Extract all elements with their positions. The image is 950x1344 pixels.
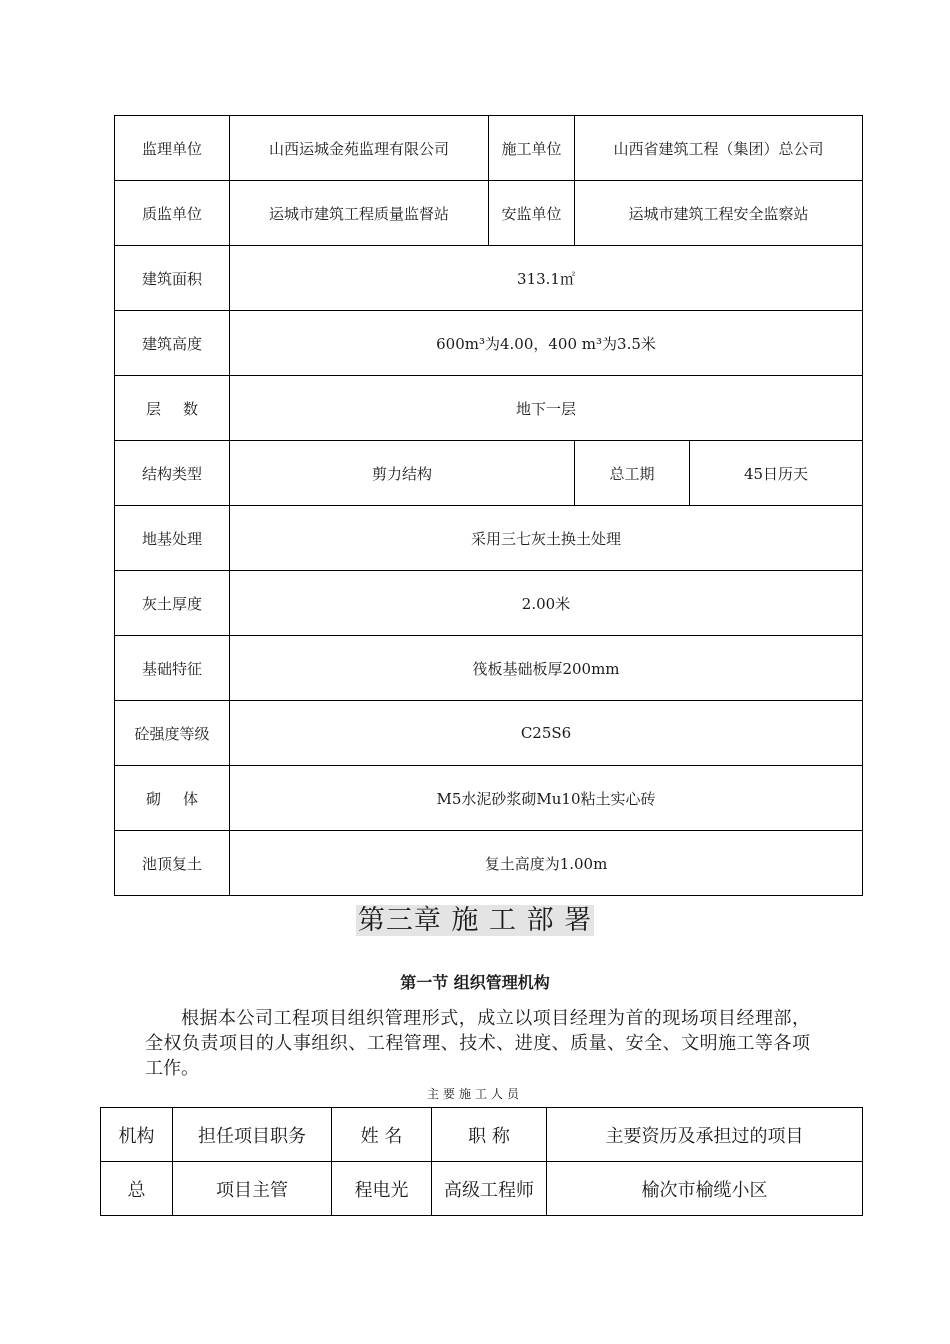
label-cell: 建筑面积 — [115, 246, 230, 311]
table-header-row — [101, 1108, 863, 1162]
value-cell: M5水泥砂浆砌Mu10粘土实心砖 — [230, 766, 863, 831]
label-cell: 层数 — [115, 376, 230, 441]
table-row — [101, 1162, 863, 1216]
value-cell: 运城市建筑工程质量监督站 — [230, 181, 489, 246]
table-row — [115, 506, 863, 571]
value-cell: 剪力结构 — [230, 441, 575, 506]
chapter-title — [0, 898, 950, 937]
table-caption: 主要施工人员 — [426, 1087, 523, 1101]
value-cell: 采用三七灰土换土处理 — [230, 506, 863, 571]
body-paragraph: 根据本公司工程项目组织管理形式，成立以项目经理为首的现场项目经理部，全权负责项目的人事组织、工程管理、技术、进度、质量、安全、文明施工等各项工作。 — [145, 1008, 810, 1079]
label-cell: 砌体 — [115, 766, 230, 831]
column-header: 机构 — [101, 1108, 173, 1162]
value-cell: C25S6 — [230, 701, 863, 766]
table-cell: 榆次市榆缆小区 — [547, 1162, 863, 1216]
label-cell: 建筑高度 — [115, 311, 230, 376]
column-header: 姓 名 — [332, 1108, 432, 1162]
table-row — [115, 246, 863, 311]
label-cell: 质监单位 — [115, 181, 230, 246]
table-row — [115, 376, 863, 441]
column-header: 职 称 — [432, 1108, 547, 1162]
value-cell: 地下一层 — [230, 376, 863, 441]
chapter-title-text: 第三章 施 工 部 署 — [357, 905, 593, 936]
table-row — [115, 571, 863, 636]
value-cell: 600m³为4.00，400 m³为3.5米 — [230, 311, 863, 376]
value-cell: 45日历天 — [743, 464, 809, 483]
project-info-table — [114, 115, 863, 896]
label-cell: 砼强度等级 — [115, 701, 230, 766]
column-header: 主要资历及承担过的项目 — [547, 1108, 863, 1162]
table-row — [115, 701, 863, 766]
split-cell — [575, 441, 863, 506]
table-row — [115, 766, 863, 831]
label-cell: 基础特征 — [115, 636, 230, 701]
table-row — [115, 311, 863, 376]
label-cell: 灰土厚度 — [115, 571, 230, 636]
label-cell: 施工单位 — [489, 116, 575, 181]
value-cell: 313.1㎡ — [230, 246, 863, 311]
table-row — [115, 441, 863, 506]
table-cell: 项目主管 — [173, 1162, 332, 1216]
value-cell: 山西运城金苑监理有限公司 — [230, 116, 489, 181]
table-cell: 程电光 — [332, 1162, 432, 1216]
staff-table — [100, 1107, 863, 1216]
label-cell: 安监单位 — [489, 181, 575, 246]
section-title: 第一节 组织管理机构 — [400, 973, 550, 992]
label-cell: 总工期 — [575, 441, 690, 505]
value-cell: 山西省建筑工程（集团）总公司 — [575, 116, 863, 181]
value-cell: 运城市建筑工程安全监察站 — [575, 181, 863, 246]
table-row — [115, 181, 863, 246]
label-cell: 监理单位 — [115, 116, 230, 181]
label-cell: 地基处理 — [115, 506, 230, 571]
table-row — [115, 116, 863, 181]
value-cell: 2.00米 — [230, 571, 863, 636]
table-cell: 高级工程师 — [432, 1162, 547, 1216]
table-row — [115, 636, 863, 701]
table-row — [115, 831, 863, 896]
value-cell: 复土高度为1.00m — [230, 831, 863, 896]
table-cell: 总 — [101, 1162, 173, 1216]
column-header: 担任项目职务 — [173, 1108, 332, 1162]
label-cell: 结构类型 — [115, 441, 230, 506]
label-cell: 池顶复土 — [115, 831, 230, 896]
value-cell: 筏板基础板厚200mm — [230, 636, 863, 701]
